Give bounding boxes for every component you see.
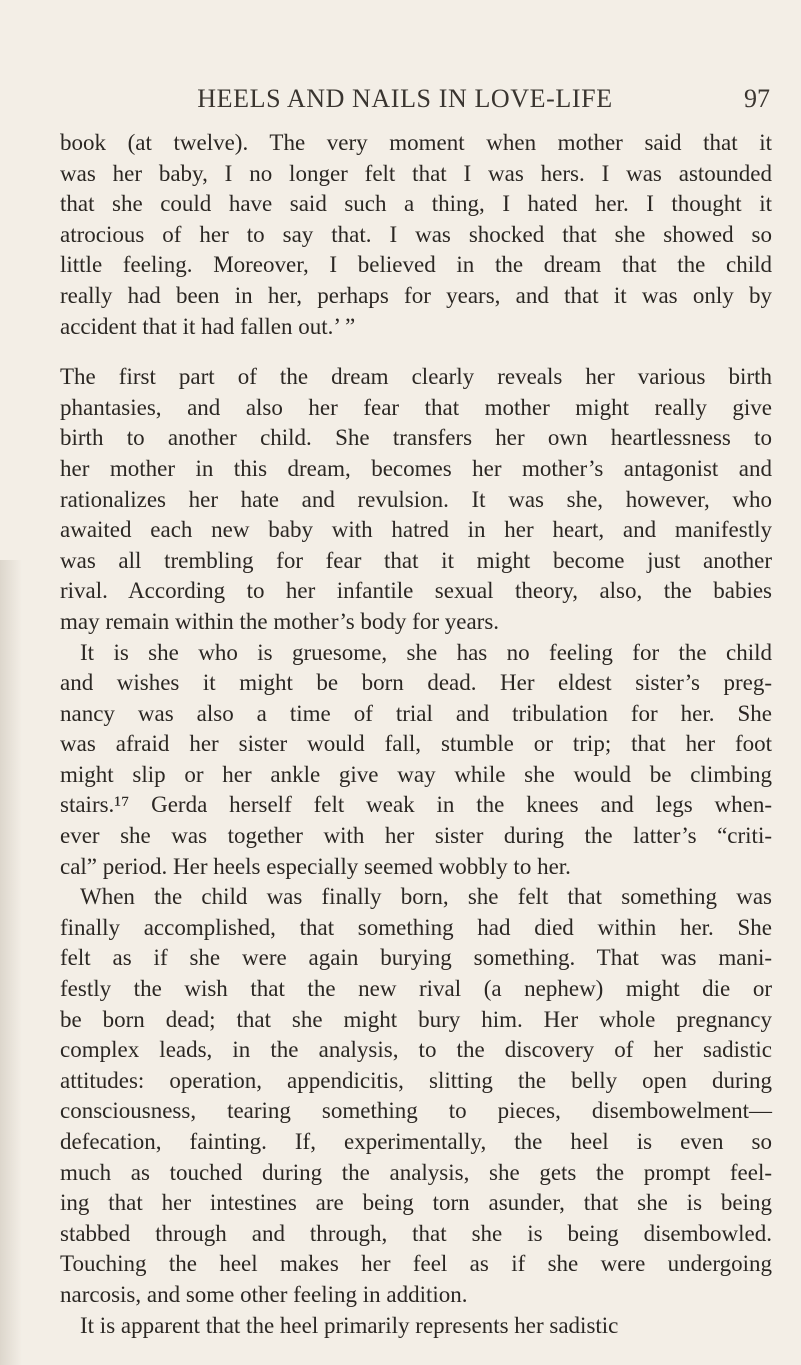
paragraph	[60, 638, 772, 883]
text-line: complex leads, in the analysis, to the discovery of her sadistic	[60, 1037, 772, 1063]
text-line: might slip or her ankle give way while she would be climbing	[60, 761, 772, 787]
text-line: was all trembling for fear that it might become just another	[60, 547, 772, 573]
text-line: stabbed through and through, that she is being disembowled.	[60, 1220, 772, 1246]
page-header	[60, 84, 770, 120]
text-line: little feeling. Moreover, I believed in the dream that the child	[60, 252, 772, 278]
text-line: Touching the heel makes her feel as if she were undergoing	[60, 1251, 772, 1277]
text-line: nancy was also a time of trial and tribulation for her. She	[60, 700, 772, 726]
text-line: birth to another child. She transfers her own heartlessness to	[60, 425, 772, 451]
text-line: felt as if she were again burying something. That was mani-	[60, 945, 772, 971]
paragraph	[60, 128, 772, 342]
paragraph	[60, 1311, 772, 1342]
text-line: When the child was finally born, she felt that something was	[80, 884, 772, 910]
text-line: that she could have said such a thing, I hated her. I thought it	[60, 191, 772, 217]
text-line: defecation, fainting. If, experimentally, the heel is even so	[60, 1129, 772, 1154]
text-line: It is she who is gruesome, she has no feeling for the child	[80, 639, 772, 665]
text-line: really had been in her, perhaps for years, and that it was only by	[60, 282, 772, 308]
text-line: was afraid her sister would fall, stumble or trip; that her foot	[60, 731, 772, 757]
text-line: atrocious of her to say that. I was shocked that she showed so	[60, 221, 772, 247]
text-line: The first part of the dream clearly reveals her various birth	[60, 364, 772, 390]
text-line: finally accomplished, that something had died within her. She	[60, 914, 772, 940]
text-line: accident that it had fallen out.’ ”	[60, 313, 356, 339]
paragraph	[60, 362, 772, 637]
text-line: was her baby, I no longer felt that I was hers. I was astounded	[60, 160, 772, 186]
text-line: be born dead; that she might bury him. Her whole pregnancy	[60, 1006, 772, 1032]
page-number: 97	[744, 84, 770, 113]
text-line: narcosis, and some other feeling in addition.	[60, 1281, 468, 1307]
text-line: phantasies, and also her fear that mother might really give	[60, 394, 772, 420]
text-line: It is apparent that the heel primarily represents her sadistic	[80, 1312, 619, 1338]
text-line: may remain within the mother’s body for years.	[60, 608, 500, 634]
text-line: rival. According to her infantile sexual theory, also, the babies	[60, 578, 772, 604]
text-line: cal” period. Her heels especially seemed wobbly to her.	[60, 853, 571, 879]
paragraph	[60, 882, 772, 1310]
text-line: rationalizes her hate and revulsion. It was she, however, who	[60, 486, 772, 512]
text-line: festly the wish that the new rival (a nephew) might die or	[60, 976, 772, 1002]
text-line: ing that her intestines are being torn asunder, that she is being	[60, 1190, 772, 1216]
text-line: consciousness, tearing something to pieces, disembowelment—	[60, 1098, 772, 1124]
paragraph-gap	[60, 342, 772, 362]
text-line: ever she was together with her sister during the latter’s “criti-	[60, 823, 772, 849]
page-gutter-shadow	[0, 560, 22, 1365]
running-title: HEELS AND NAILS IN LOVE-LIFE	[197, 84, 613, 113]
body-text	[60, 128, 772, 1341]
text-line: and wishes it might be born dead. Her eldest sister’s preg-	[60, 670, 772, 696]
text-line: much as touched during the analysis, she gets the prompt feel-	[60, 1159, 772, 1185]
text-line: her mother in this dream, becomes her mother’s antagonist and	[60, 455, 772, 481]
text-line: attitudes: operation, appendicitis, slitting the belly open during	[60, 1067, 772, 1093]
text-line: book (at twelve). The very moment when mother said that it	[60, 130, 772, 155]
text-line: awaited each new baby with hatred in her heart, and manifestly	[60, 517, 772, 543]
text-line: stairs.¹⁷ Gerda herself felt weak in the knees and legs when-	[60, 792, 772, 818]
